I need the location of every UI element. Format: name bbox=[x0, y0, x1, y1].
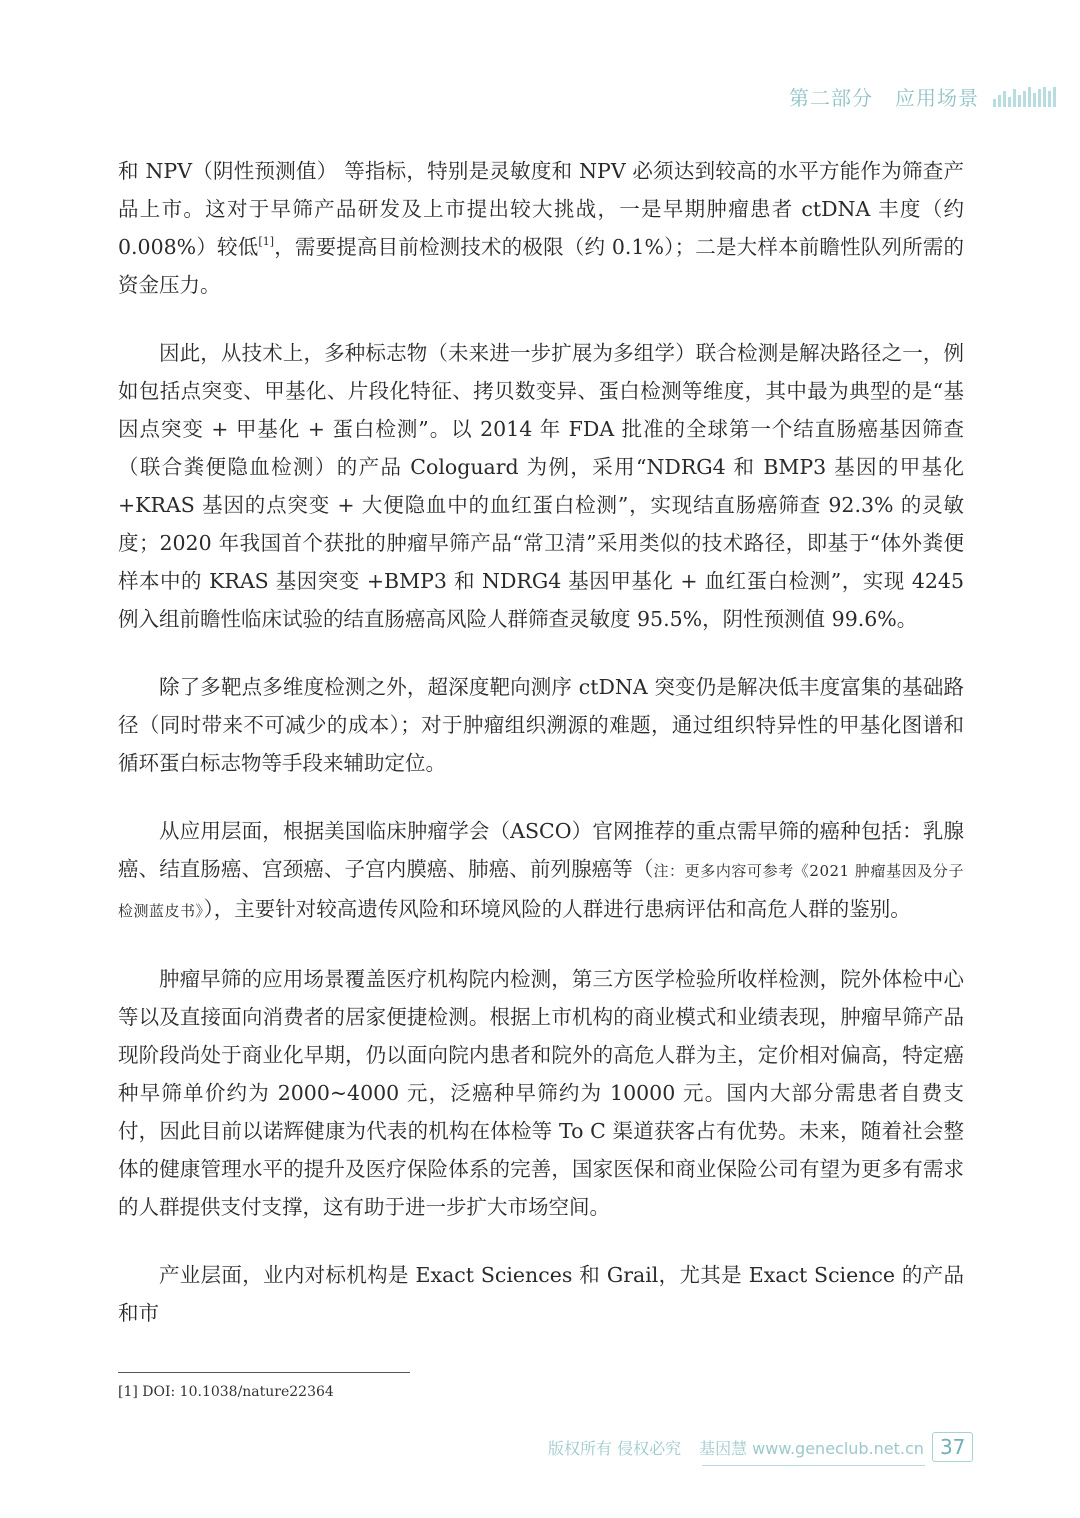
footnote-divider bbox=[118, 1372, 410, 1373]
page-number: 37 bbox=[932, 1432, 973, 1462]
page-header bbox=[789, 82, 1058, 111]
paragraph-1: 和 NPV（阴性预测值） 等指标，特别是灵敏度和 NPV 必须达到较高的水平方能作为筛查产品上市。这对于早筛产品研发及上市提出较大挑战，一是早期肿瘤患者 ctDNA 丰度（约 0.008%）较低[1]，需要提高目前检测技术的极限（约 0.1%）；二是大样本前瞻性队列所需的资金压力。 bbox=[118, 159, 964, 297]
citation-ref[interactable]: [1] bbox=[258, 235, 275, 248]
inline-note: 注：更多内容可参考《2021 肿瘤基因及分子检测蓝皮书》 bbox=[118, 862, 964, 920]
body-text bbox=[118, 152, 964, 1362]
header-part: 第二部分 bbox=[789, 86, 873, 110]
paragraph-2: 因此，从技术上，多种标志物（未来进一步扩展为多组学）联合检测是解决路径之一，例如包括点突变、甲基化、片段化特征、拷贝数变异、蛋白检测等维度，其中最为典型的是“基因点突变 + 甲基化 + 蛋白检测”。以 2014 年 FDA 批准的全球第一个结直肠癌基因筛查（联合粪便隐血检测）的产品 Cologuard 为例，采用“NDRG4 和 BMP3 基因的甲基化 +KRAS 基因的点突变 + 大便隐血中的血红蛋白检测”，实现结直肠癌筛查 92.3% 的灵敏度；2020 年我国首个获批的肿瘤早筛产品“常卫清”采用类似的技术路径，即基于“体外粪便样本中的 KRAS 基因突变 +BMP3 和 NDRG4 基因甲基化 + 血红蛋白检测”，实现 4245 例入组前瞻性临床试验的结直肠癌高风险人群筛查灵敏度 95.5%，阴性预测值 99.6%。 bbox=[118, 341, 964, 631]
footer-rights: 版权所有 侵权必究 bbox=[548, 1438, 682, 1458]
paragraph-4: 从应用层面，根据美国临床肿瘤学会（ASCO）官网推荐的重点需早筛的癌种包括：乳腺癌、结直肠癌、宫颈癌、子宫内膜癌、肺癌、前列腺癌等（注：更多内容可参考《2021 肿瘤基因及分子检测蓝皮书》），主要针对较高遗传风险和环境风险的人群进行患病评估和高危人群的鉴别。 bbox=[118, 819, 964, 921]
paragraph-3: 除了多靶点多维度检测之外，超深度靶向测序 ctDNA 突变仍是解决低丰度富集的基础路径（同时带来不可减少的成本）；对于肿瘤组织溯源的难题，通过组织特异性的甲基化图谱和循环蛋白标志物等手段来辅助定位。 bbox=[118, 675, 964, 775]
header-section: 应用场景 bbox=[895, 86, 979, 110]
header-bars-icon bbox=[993, 87, 1058, 107]
footer-brand[interactable]: 基因慧 www.geneclub.net.cn bbox=[699, 1438, 924, 1458]
page-footer bbox=[548, 1432, 973, 1462]
paragraph-5: 肿瘤早筛的应用场景覆盖医疗机构院内检测，第三方医学检验所收样检测，院外体检中心等以及直接面向消费者的居家便捷检测。根据上市机构的商业模式和业绩表现，肿瘤早筛产品现阶段尚处于商业化早期，仍以面向院内患者和院外的高危人群为主，定价相对偏高，特定癌种早筛单价约为 2000~4000 元，泛癌种早筛约为 10000 元。国内大部分需患者自费支付，因此目前以诺辉健康为代表的机构在体检等 To C 渠道获客占有优势。未来，随着社会整体的健康管理水平的提升及医疗保险体系的完善，国家医保和商业保险公司有望为更多有需求的人群提供支付支撑，这有助于进一步扩大市场空间。 bbox=[118, 967, 964, 1219]
paragraph-6: 产业层面，业内对标机构是 Exact Sciences 和 Grail，尤其是 Exact Science 的产品和市 bbox=[118, 1263, 964, 1325]
footer-line bbox=[702, 1465, 925, 1466]
footnote: [1] DOI: 10.1038/nature22364 bbox=[118, 1384, 334, 1400]
